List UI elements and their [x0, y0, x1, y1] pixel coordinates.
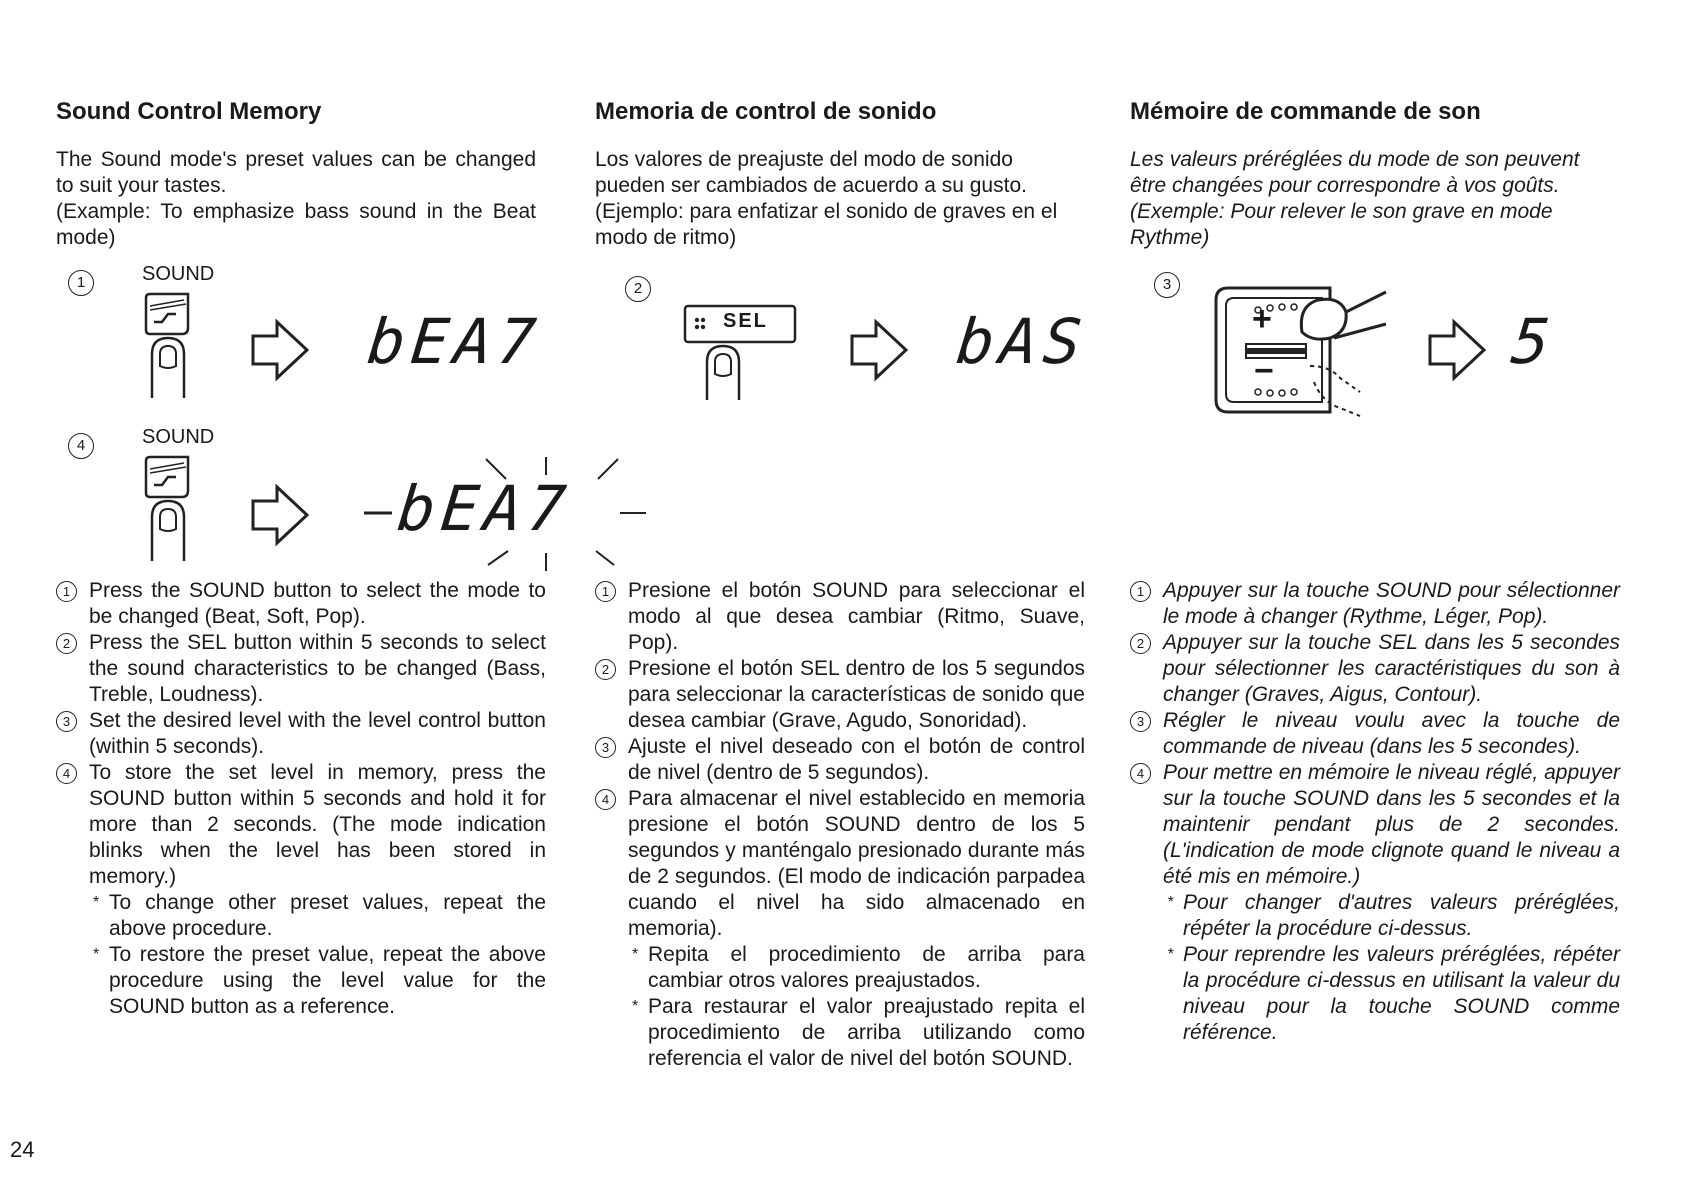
fr-step-4-number: 4: [1130, 763, 1151, 784]
en-title: Sound Control Memory: [56, 98, 322, 125]
es-step-2-text: Presione el botón SEL dentro de los 5 segundos para seleccionar la características de sonido que desea cambiar (Grave, Agudo, Sonoridad).: [628, 657, 1085, 732]
es-step-3-text: Ajuste el nivel deseado con el botón de control de nivel (dentro de 5 segundos).: [628, 735, 1085, 784]
en-step-1: [56, 578, 546, 630]
es-note-1: * Repita el procedimiento de arriba para cambiar otros valores preajustados.: [648, 942, 1085, 994]
fr-intro-text: Les valeurs préréglées du mode de son peuvent être changées pour correspondre à vos goûts.: [1130, 148, 1580, 197]
fr-note-1: * Pour changer d'autres valeurs préréglées, répéter la procédure ci-dessus.: [1183, 890, 1620, 942]
en-step-1-number: 1: [56, 581, 77, 602]
arrow-right-icon-4: [1428, 318, 1488, 382]
en-step-2-number: 2: [56, 633, 77, 654]
en-step-3-text: Set the desired level with the level control button (within 5 seconds).: [89, 709, 546, 758]
en-steps-list: [56, 578, 546, 1020]
display-beat-blinking: bEA7: [394, 472, 576, 545]
es-title: Memoria de control de sonido: [595, 98, 937, 125]
es-note-2: * Para restaurar el valor preajustado repita el procedimiento de arriba utilizando como referencia el valor de nivel del botón SOUND.: [648, 994, 1085, 1072]
en-step-1-text: Press the SOUND button to select the mode to be changed (Beat, Soft, Pop).: [89, 579, 546, 628]
fr-step-1-text: Appuyer sur la touche SOUND pour sélectionner le mode à changer (Rythme, Léger, Pop).: [1163, 579, 1620, 628]
es-step-2: [595, 656, 1085, 734]
en-step-2: [56, 630, 546, 708]
fr-step-1: [1130, 578, 1620, 630]
en-note-1: * To change other preset values, repeat the above procedure.: [109, 890, 546, 942]
en-step-4: [56, 760, 546, 1020]
en-step-4-text: To store the set level in memory, press the SOUND button within 5 seconds and hold it for more than 2 seconds. (The mode indication blinks when the level has been stored in memory.): [89, 761, 546, 888]
es-step-4: [595, 786, 1085, 1072]
fr-example-text: (Exemple: Pour relever le son grave en mode Rythme): [1130, 200, 1553, 249]
fig-step1-number: 1: [68, 270, 94, 296]
minus-label: −: [1254, 352, 1274, 390]
es-intro: [595, 147, 1075, 251]
fr-steps-list: [1130, 578, 1620, 1046]
fr-step-3-text: Régler le niveau voulu avec la touche de commande de niveau (dans les 5 secondes).: [1163, 709, 1620, 758]
en-intro-text: The Sound mode's preset values can be changed to suit your tastes.: [56, 148, 536, 197]
en-step-3-number: 3: [56, 711, 77, 732]
fr-step-3: [1130, 708, 1620, 760]
es-step-1-text: Presione el botón SOUND para seleccionar el modo al que desea cambiar (Ritmo, Suave, Pop).: [628, 579, 1085, 654]
en-step-3: [56, 708, 546, 760]
level-control-button-icon: [1210, 282, 1390, 422]
fr-step-2-text: Appuyer sur la touche SEL dans les 5 secondes pour sélectionner les caractéristiques du son à changer (Graves, Aigus, Contour).: [1163, 631, 1620, 706]
fig-step1-sound-label: SOUND: [142, 263, 215, 285]
en-step-4-number: 4: [56, 763, 77, 784]
fr-step-4-text: Pour mettre en mémoire le niveau réglé, appuyer sur la touche SOUND dans les 5 secondes et la maintenir pendant plus de 2 secondes. (L'indication de mode clignote quand le niveau a été mis en mémoire.): [1163, 761, 1620, 888]
es-step-3-number: 3: [595, 737, 616, 758]
en-intro: [56, 147, 536, 251]
fig-step2-number: 2: [625, 276, 651, 302]
fr-step-4: [1130, 760, 1620, 1046]
fr-intro: [1130, 147, 1610, 251]
sound-button-press-icon: [140, 292, 210, 402]
arrow-right-icon-3: [850, 318, 910, 382]
arrow-right-icon-2: [251, 483, 311, 547]
fig-step4-number: 4: [68, 433, 94, 459]
fr-step-2: [1130, 630, 1620, 708]
es-example-text: (Ejemplo: para enfatizar el sonido de graves en el modo de ritmo): [595, 200, 1058, 249]
es-notes-list: [628, 942, 1085, 1072]
fig-step3-number: 3: [1154, 272, 1180, 298]
display-bass: bAS: [953, 305, 1091, 378]
es-steps-list: [595, 578, 1085, 1072]
es-step-1-number: 1: [595, 581, 616, 602]
en-step-2-text: Press the SEL button within 5 seconds to select the sound characteristics to be changed (Bass, Treble, Loudness).: [89, 631, 546, 706]
en-example-text: (Example: To emphasize bass sound in the Beat mode): [56, 200, 536, 249]
fr-step-3-number: 3: [1130, 711, 1151, 732]
sel-button-label: SEL: [723, 310, 768, 332]
page-number: 24: [10, 1137, 35, 1162]
display-level: 5: [1508, 305, 1560, 378]
display-beat: bEA7: [364, 305, 546, 378]
arrow-right-icon: [251, 318, 311, 382]
es-step-2-number: 2: [595, 659, 616, 680]
fr-step-1-number: 1: [1130, 581, 1151, 602]
plus-label: +: [1252, 300, 1272, 338]
sound-button-press-icon-2: [140, 455, 210, 565]
es-step-3: [595, 734, 1085, 786]
en-note-2: * To restore the preset value, repeat the above procedure using the level value for the SOUND button as a reference.: [109, 942, 546, 1020]
en-notes-list: [89, 890, 546, 1020]
es-step-4-number: 4: [595, 789, 616, 810]
fig-step4-sound-label: SOUND: [142, 426, 215, 448]
es-step-1: [595, 578, 1085, 656]
es-step-4-text: Para almacenar el nivel establecido en memoria presione el botón SOUND dentro de los 5 segundos y manténgalo presionado durante más de 2 segundos. (El modo de indicación parpadea cuando el nivel ha sido almacenado en memoria).: [628, 787, 1085, 940]
fr-note-2: * Pour reprendre les valeurs préréglées, répéter la procédure ci-dessus en utilisant la valeur du niveau pour la touche SOUND comme référence.: [1183, 942, 1620, 1046]
fr-step-2-number: 2: [1130, 633, 1151, 654]
es-intro-text: Los valores de preajuste del modo de sonido pueden ser cambiados de acuerdo a su gusto.: [595, 148, 1027, 197]
fr-notes-list: [1163, 890, 1620, 1046]
fr-title: Mémoire de commande de son: [1130, 98, 1481, 125]
